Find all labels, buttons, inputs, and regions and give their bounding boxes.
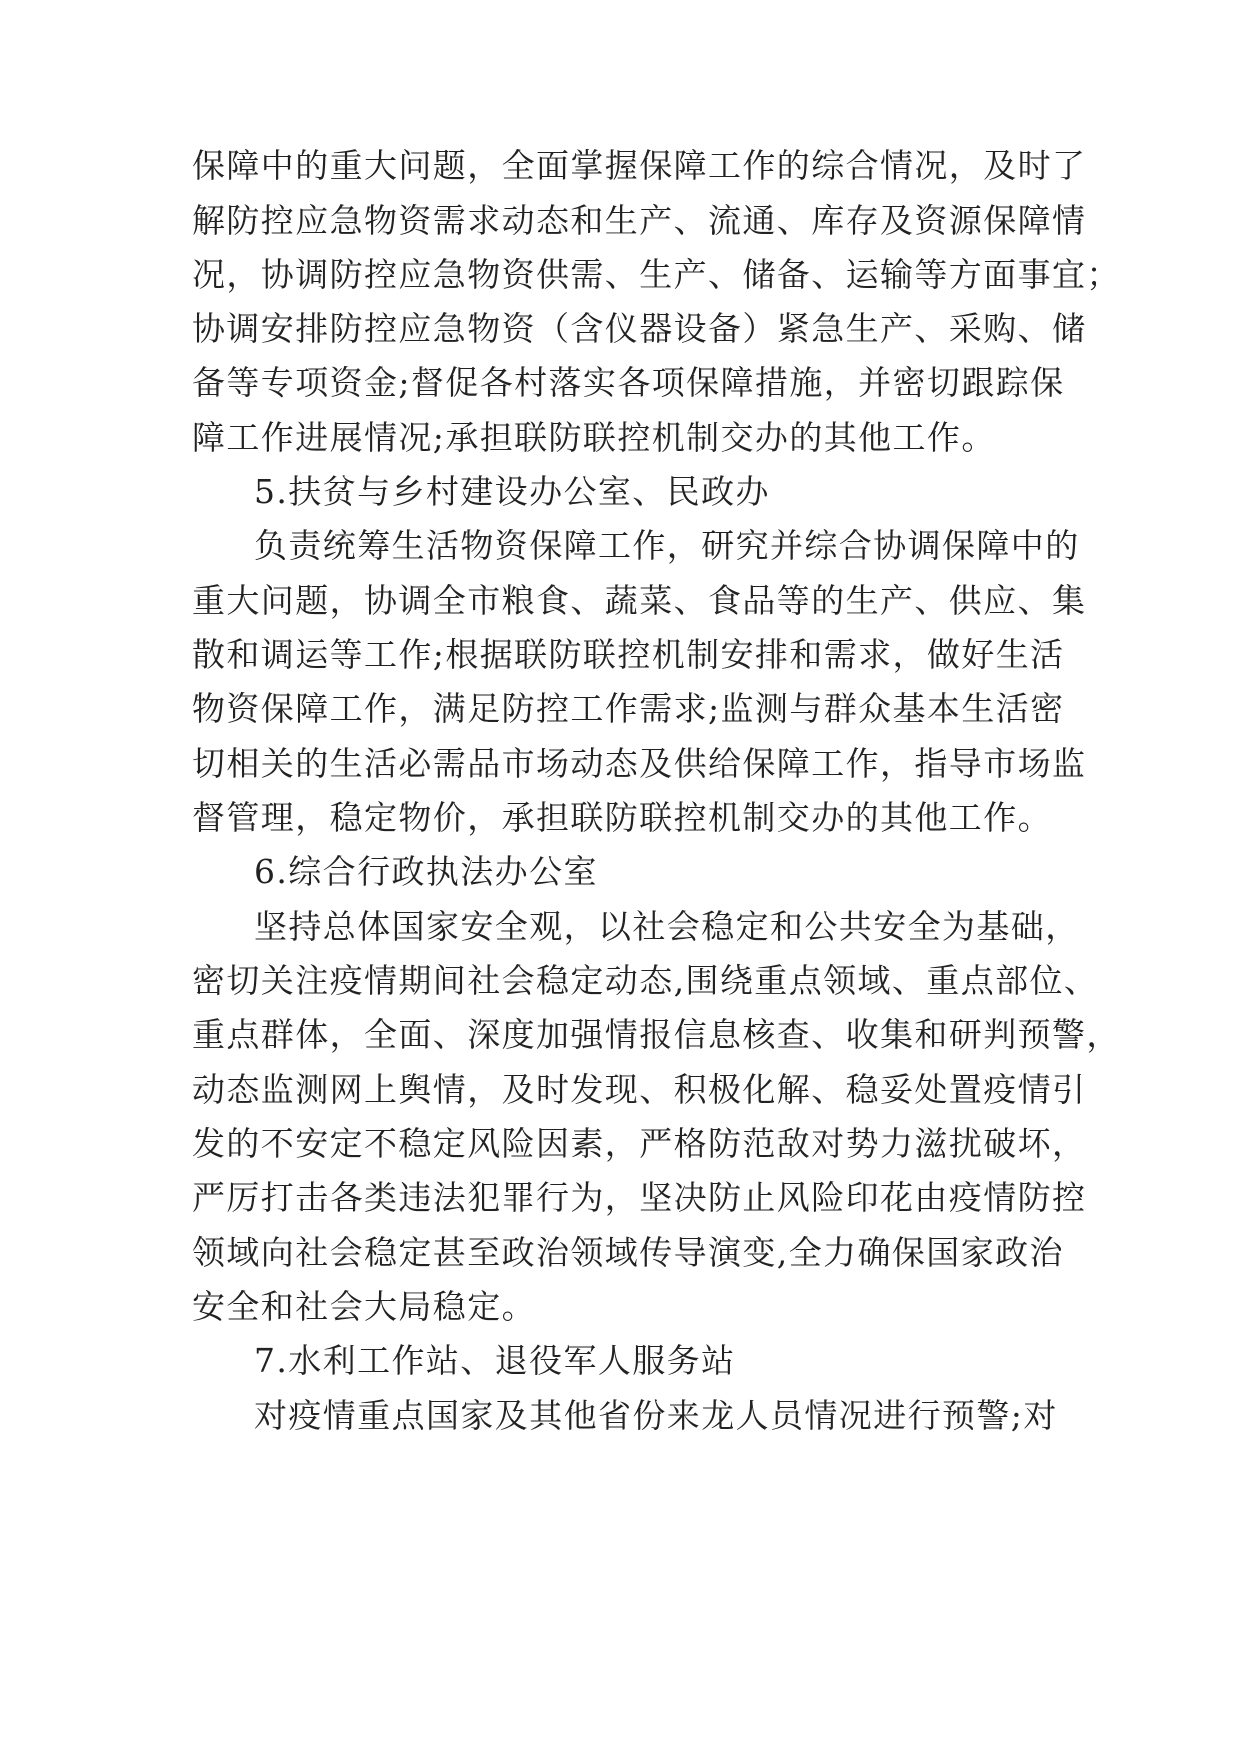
paragraph-line-16: 动态监测网上舆情，及时发现、积极化解、稳妥处置疫情引 <box>192 1070 1087 1109</box>
paragraph-line-9: 散和调运等工作;根据联防联控机制安排和需求，做好生活 <box>192 635 1065 674</box>
paragraph-line-8: 重大问题，协调全市粮食、蔬菜、食品等的生产、供应、集 <box>192 581 1087 620</box>
paragraph-line-21: 对疫情重点国家及其他省份来龙人员情况进行预警;对 <box>254 1396 1058 1435</box>
paragraph-line-10: 物资保障工作，满足防控工作需求;监测与群众基本生活密 <box>192 689 1065 728</box>
paragraph-line-13: 坚持总体国家安全观，以社会稳定和公共安全为基础， <box>254 907 1080 946</box>
paragraph-line-1: 保障中的重大问题，全面掌握保障工作的综合情况，及时了 <box>192 146 1087 185</box>
section-heading-7: 7.水利工作站、退役军人服务站 <box>254 1341 736 1380</box>
paragraph-line-11: 切相关的生活必需品市场动态及供给保障工作，指导市场监 <box>192 744 1087 783</box>
paragraph-line-7: 负责统筹生活物资保障工作，研究并综合协调保障中的 <box>254 526 1080 565</box>
paragraph-line-20: 安全和社会大局稳定。 <box>192 1287 536 1326</box>
paragraph-line-18: 严厉打击各类违法犯罪行为，坚决防止风险印花由疫情防控 <box>192 1178 1087 1217</box>
paragraph-line-17: 发的不安定不稳定风险因素，严格防范敌对势力滋扰破坏， <box>192 1124 1087 1163</box>
paragraph-line-14: 密切关注疫情期间社会稳定动态,围绕重点领域、重点部位、 <box>192 961 1099 1000</box>
paragraph-line-19: 领域向社会稳定甚至政治领域传导演变,全力确保国家政治 <box>192 1233 1064 1272</box>
paragraph-line-5: 备等专项资金;督促各村落实各项保障措施，并密切跟踪保 <box>192 363 1065 402</box>
section-heading-5: 5.扶贫与乡村建设办公室、民政办 <box>254 472 770 511</box>
paragraph-line-4: 协调安排防控应急物资（含仪器设备）紧急生产、采购、储 <box>192 309 1087 348</box>
paragraph-line-6: 障工作进展情况;承担联防联控机制交办的其他工作。 <box>192 418 996 457</box>
paragraph-line-2: 解防控应急物资需求动态和生产、流通、库存及资源保障情 <box>192 201 1087 240</box>
section-heading-6: 6.综合行政执法办公室 <box>254 852 598 891</box>
paragraph-line-15: 重点群体，全面、深度加强情报信息核查、收集和研判预警， <box>192 1015 1121 1054</box>
paragraph-line-12: 督管理，稳定物价，承担联防联控机制交办的其他工作。 <box>192 798 1052 837</box>
paragraph-line-3: 况，协调防控应急物资供需、生产、储备、运输等方面事宜； <box>192 255 1121 294</box>
